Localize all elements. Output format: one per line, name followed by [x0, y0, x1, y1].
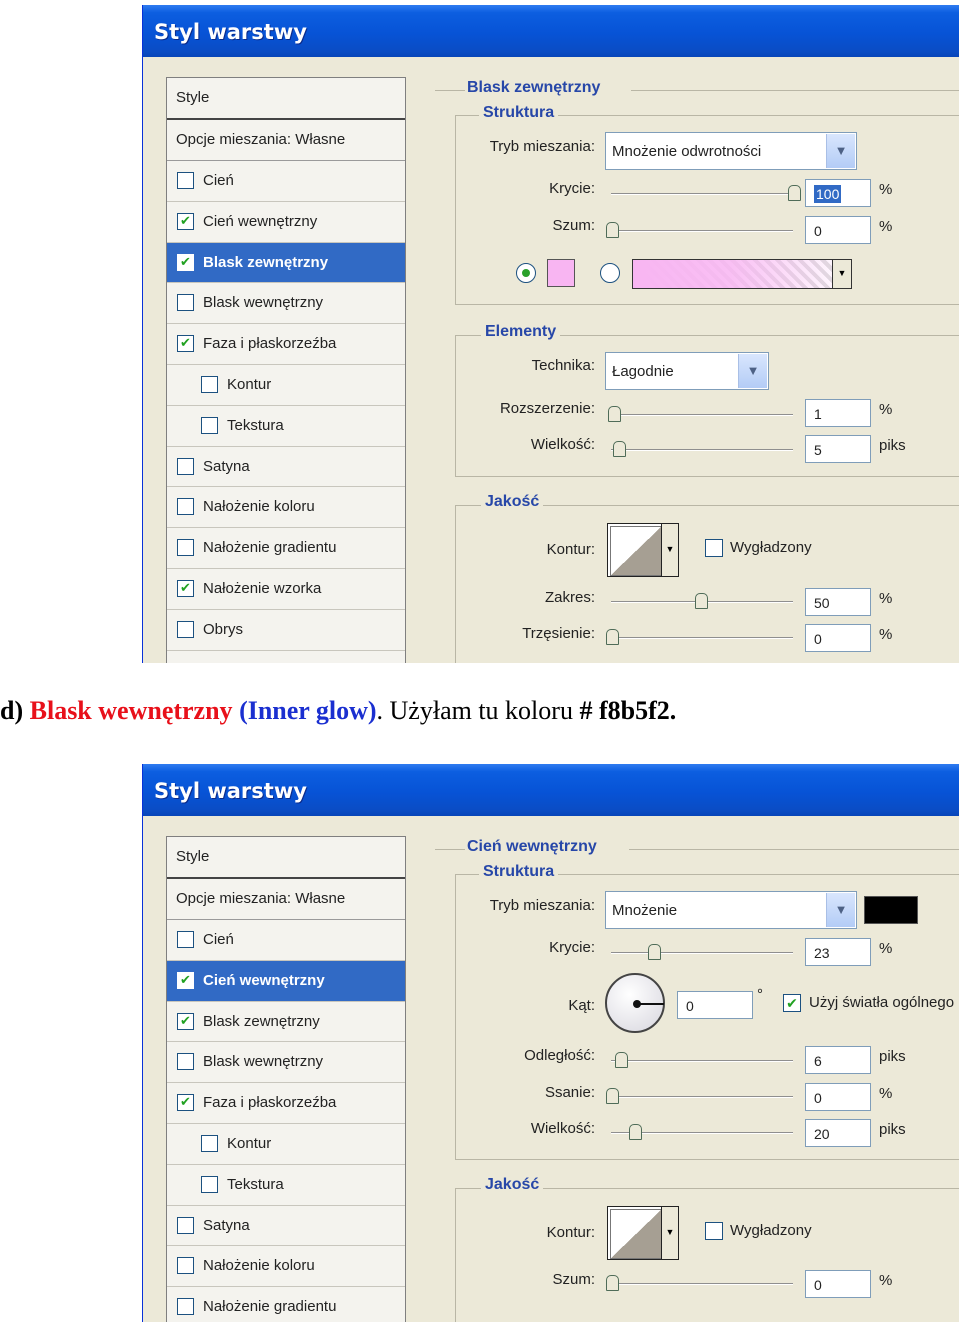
spread-value: 1	[814, 406, 822, 422]
antialiased-label: Wygładzony	[730, 539, 812, 556]
opacity-slider-thumb[interactable]	[648, 944, 661, 960]
noise-label: Szum:	[552, 1271, 595, 1288]
style-checkbox[interactable]	[177, 1217, 194, 1234]
global-light-label: Użyj światła ogólnego	[809, 994, 955, 1011]
distance-unit: piks	[879, 1048, 906, 1065]
layer-style-dialog-outer-glow	[142, 5, 959, 663]
spread-input[interactable]	[805, 399, 871, 427]
blending-options-item[interactable]: Opcje mieszania: Własne	[167, 879, 405, 920]
size-slider-thumb[interactable]	[613, 441, 626, 457]
style-item-label: Cień wewnętrzny	[203, 212, 318, 230]
blending-options-item[interactable]: Opcje mieszania: Własne	[167, 120, 405, 161]
technique-label: Technika:	[531, 357, 595, 374]
style-item[interactable]	[167, 365, 405, 406]
jitter-slider-thumb[interactable]	[606, 629, 619, 645]
antialiased-checkbox[interactable]	[705, 1222, 723, 1240]
chevron-down-icon[interactable]: ▼	[826, 893, 855, 927]
style-item[interactable]	[167, 324, 405, 365]
panel-title: Cień wewnętrzny	[467, 838, 597, 855]
style-checkbox[interactable]	[177, 1257, 194, 1274]
contour-picker[interactable]	[607, 523, 679, 577]
noise-unit: %	[879, 1272, 893, 1289]
style-item-label: Nałożenie koloru	[203, 1257, 315, 1275]
style-checkbox[interactable]	[177, 539, 194, 556]
noise-slider-track[interactable]	[611, 1283, 793, 1285]
style-checkbox[interactable]	[201, 417, 218, 434]
jitter-unit: %	[879, 626, 893, 643]
style-checkbox[interactable]	[177, 172, 194, 189]
panel-title-rule	[629, 849, 959, 850]
style-checkbox[interactable]: ✔	[177, 580, 194, 597]
chevron-down-icon[interactable]: ▼	[661, 524, 678, 576]
style-item[interactable]	[167, 961, 405, 1002]
distance-input[interactable]	[805, 1046, 871, 1074]
size-input[interactable]	[805, 435, 871, 463]
contour-picker[interactable]	[607, 1206, 679, 1260]
antialiased-label: Wygładzony	[730, 1222, 812, 1239]
caption	[0, 696, 676, 726]
style-checkbox[interactable]	[201, 1176, 218, 1193]
quality-group-title: Jakość	[481, 493, 543, 511]
style-item-label: Cień wewnętrzny	[203, 971, 325, 989]
range-unit: %	[879, 590, 893, 607]
opacity-input[interactable]	[805, 179, 871, 207]
radio-selected-dot	[522, 269, 530, 277]
style-item[interactable]	[167, 1083, 405, 1124]
opacity-value: 100	[816, 186, 840, 202]
style-item-label: Nałożenie gradientu	[203, 1298, 337, 1316]
style-checkbox[interactable]: ✔	[177, 972, 194, 989]
panel-title-rule	[631, 90, 959, 91]
style-item[interactable]	[167, 1165, 405, 1206]
noise-value: 0	[814, 223, 822, 239]
style-checkbox[interactable]	[177, 621, 194, 638]
range-label: Zakres:	[544, 589, 595, 606]
style-item[interactable]	[167, 1246, 405, 1287]
chevron-down-icon[interactable]: ▼	[826, 134, 855, 168]
opacity-unit: %	[879, 181, 893, 198]
size-label: Wielkość:	[530, 436, 595, 453]
style-item-label: Obrys	[203, 620, 244, 638]
style-item-label: Nałożenie koloru	[203, 498, 315, 516]
noise-input[interactable]	[805, 1270, 871, 1298]
noise-slider-track[interactable]	[611, 230, 793, 232]
style-checkbox[interactable]: ✔	[177, 254, 194, 271]
quality-group	[455, 1188, 959, 1322]
opacity-slider-thumb[interactable]	[788, 185, 801, 201]
noise-slider-thumb[interactable]	[606, 222, 619, 238]
noise-input[interactable]	[805, 216, 871, 244]
style-checkbox[interactable]	[177, 458, 194, 475]
angle-dial-hub	[633, 1000, 641, 1008]
size-label: Wielkość:	[530, 1120, 595, 1137]
chevron-down-icon[interactable]: ▼	[738, 354, 767, 388]
style-item-label: Tekstura	[227, 416, 284, 434]
spread-label: Rozszerzenie:	[499, 400, 595, 417]
dialog-title-bar[interactable]	[143, 764, 959, 816]
blend-mode-value: Mnożenie	[612, 902, 678, 919]
distance-value: 6	[814, 1053, 822, 1069]
range-input[interactable]	[805, 588, 871, 616]
jitter-slider-track[interactable]	[611, 637, 793, 639]
style-item[interactable]	[167, 1206, 405, 1247]
style-item[interactable]	[167, 202, 405, 243]
style-checkbox[interactable]	[177, 498, 194, 515]
choke-slider-track[interactable]	[611, 1096, 793, 1098]
caption-prefix: d)	[0, 696, 24, 725]
style-checkbox[interactable]	[177, 1053, 194, 1070]
styles-list-header[interactable]: Style	[167, 837, 405, 879]
caption-style-name: Blask wewnętrzny	[29, 696, 233, 725]
style-checkbox[interactable]	[201, 376, 218, 393]
dialog-title-bar[interactable]	[143, 5, 959, 57]
antialiased-checkbox[interactable]	[705, 539, 723, 557]
global-light-checkbox[interactable]: ✔	[783, 994, 801, 1012]
style-item-label: Blask wewnętrzny	[203, 1053, 324, 1071]
size-input[interactable]	[805, 1119, 871, 1147]
blend-mode-select[interactable]	[605, 891, 857, 929]
choke-label: Ssanie:	[544, 1084, 595, 1101]
structure-group-title: Struktura	[479, 863, 558, 881]
size-slider-thumb[interactable]	[629, 1124, 642, 1140]
style-items	[167, 920, 405, 1322]
solid-color-radio[interactable]	[516, 263, 536, 283]
size-value: 20	[814, 1126, 830, 1142]
style-item[interactable]	[167, 447, 405, 488]
dialog-title: Styl warstwy	[154, 20, 307, 44]
opacity-value: 23	[814, 945, 830, 961]
size-unit: piks	[879, 1121, 906, 1138]
shadow-color-swatch[interactable]	[864, 896, 918, 924]
opacity-slider-track[interactable]	[611, 193, 793, 195]
structure-group-title: Struktura	[479, 104, 558, 122]
style-item-label: Blask zewnętrzny	[203, 253, 329, 271]
range-value: 50	[814, 595, 830, 611]
style-item[interactable]	[167, 920, 405, 961]
spread-unit: %	[879, 401, 893, 418]
noise-label: Szum:	[552, 217, 595, 234]
distance-slider-thumb[interactable]	[615, 1052, 628, 1068]
style-item[interactable]	[167, 610, 405, 651]
style-item-label: Nałożenie wzorka	[203, 579, 322, 597]
style-checkbox[interactable]: ✔	[177, 1094, 194, 1111]
contour-label: Kontur:	[546, 1224, 595, 1241]
style-item-label: Kontur	[227, 1134, 272, 1152]
style-checkbox[interactable]: ✔	[177, 335, 194, 352]
noise-value: 0	[814, 1277, 822, 1293]
quality-group-title: Jakość	[481, 1176, 543, 1194]
caption-text: . Użyłam tu koloru	[376, 696, 573, 725]
elements-group-title: Elementy	[481, 323, 560, 341]
glow-color-swatch[interactable]	[547, 259, 575, 287]
style-checkbox[interactable]	[177, 931, 194, 948]
style-items	[167, 161, 405, 651]
blend-mode-value: Mnożenie odwrotności	[612, 143, 762, 160]
angle-dial[interactable]	[605, 973, 665, 1033]
panel-title-rule	[435, 849, 465, 850]
style-item-label: Tekstura	[227, 1175, 284, 1193]
opacity-slider-track[interactable]	[611, 952, 793, 954]
style-checkbox[interactable]	[177, 294, 194, 311]
panel-title: Blask zewnętrzny	[467, 79, 601, 96]
jitter-value: 0	[814, 631, 822, 647]
angle-value: 0	[686, 998, 694, 1014]
size-slider-track[interactable]	[611, 449, 793, 451]
style-checkbox[interactable]: ✔	[177, 213, 194, 230]
dialog-title: Styl warstwy	[154, 779, 307, 803]
style-item[interactable]	[167, 283, 405, 324]
distance-label: Odległość:	[524, 1047, 595, 1064]
range-slider-thumb[interactable]	[695, 593, 708, 609]
choke-unit: %	[879, 1085, 893, 1102]
style-checkbox[interactable]	[177, 1298, 194, 1315]
choke-value: 0	[814, 1090, 822, 1106]
technique-select[interactable]	[605, 352, 769, 390]
gradient-radio[interactable]	[600, 263, 620, 283]
style-checkbox[interactable]: ✔	[177, 1013, 194, 1030]
technique-value: Łagodnie	[612, 363, 674, 380]
jitter-input[interactable]	[805, 624, 871, 652]
blend-mode-label: Tryb mieszania:	[489, 897, 595, 914]
noise-slider-thumb[interactable]	[606, 1275, 619, 1291]
blend-mode-select[interactable]	[605, 132, 857, 170]
style-item-label: Satyna	[203, 457, 250, 475]
style-item-label: Satyna	[203, 1216, 250, 1234]
style-item-label: Cień	[203, 172, 234, 189]
style-item-label: Nałożenie gradientu	[203, 539, 337, 557]
angle-label: Kąt:	[568, 997, 595, 1014]
contour-curve-icon	[610, 526, 662, 576]
style-item-label: Blask wewnętrzny	[203, 294, 324, 312]
gradient-picker[interactable]	[632, 259, 852, 289]
choke-input[interactable]	[805, 1083, 871, 1111]
caption-english-name: (Inner glow)	[239, 696, 377, 725]
blend-mode-label: Tryb mieszania:	[489, 138, 595, 155]
opacity-input[interactable]	[805, 938, 871, 966]
style-item[interactable]	[167, 161, 405, 202]
style-item-label: Kontur	[227, 375, 272, 393]
layer-style-dialog-inner-shadow	[142, 764, 959, 1322]
style-item[interactable]	[167, 487, 405, 528]
opacity-label: Krycie:	[549, 180, 595, 197]
panel-title-rule	[435, 90, 465, 91]
distance-slider-track[interactable]	[611, 1060, 793, 1062]
noise-unit: %	[879, 218, 893, 235]
chevron-down-icon[interactable]: ▼	[832, 260, 851, 288]
style-item[interactable]	[167, 569, 405, 610]
size-unit: piks	[879, 437, 906, 454]
size-value: 5	[814, 442, 822, 458]
style-item[interactable]	[167, 1124, 405, 1165]
opacity-label: Krycie:	[549, 939, 595, 956]
contour-curve-icon	[610, 1209, 662, 1259]
style-item-label: Cień	[203, 931, 234, 948]
contour-label: Kontur:	[546, 541, 595, 558]
style-item[interactable]	[167, 1002, 405, 1043]
opacity-unit: %	[879, 940, 893, 957]
angle-unit: °	[757, 986, 763, 1003]
caption-color-code: # f8b5f2.	[579, 696, 677, 725]
style-item-label: Faza i płaskorzeźba	[203, 1094, 337, 1112]
choke-slider-thumb[interactable]	[606, 1088, 619, 1104]
style-checkbox[interactable]	[201, 1135, 218, 1152]
styles-list-header[interactable]: Style	[167, 78, 405, 120]
angle-input[interactable]	[677, 991, 753, 1019]
styles-list	[166, 836, 406, 1322]
chevron-down-icon[interactable]: ▼	[661, 1207, 678, 1259]
jitter-label: Trzęsienie:	[522, 625, 595, 642]
spread-slider-thumb[interactable]	[608, 406, 621, 422]
styles-list	[166, 77, 406, 663]
style-item[interactable]	[167, 406, 405, 447]
style-item[interactable]	[167, 1287, 405, 1322]
style-item-label: Faza i płaskorzeźba	[203, 335, 337, 353]
spread-slider-track[interactable]	[611, 414, 793, 416]
style-item[interactable]	[167, 1042, 405, 1083]
style-item[interactable]	[167, 243, 405, 284]
style-item[interactable]	[167, 528, 405, 569]
style-item-label: Blask zewnętrzny	[203, 1012, 320, 1030]
